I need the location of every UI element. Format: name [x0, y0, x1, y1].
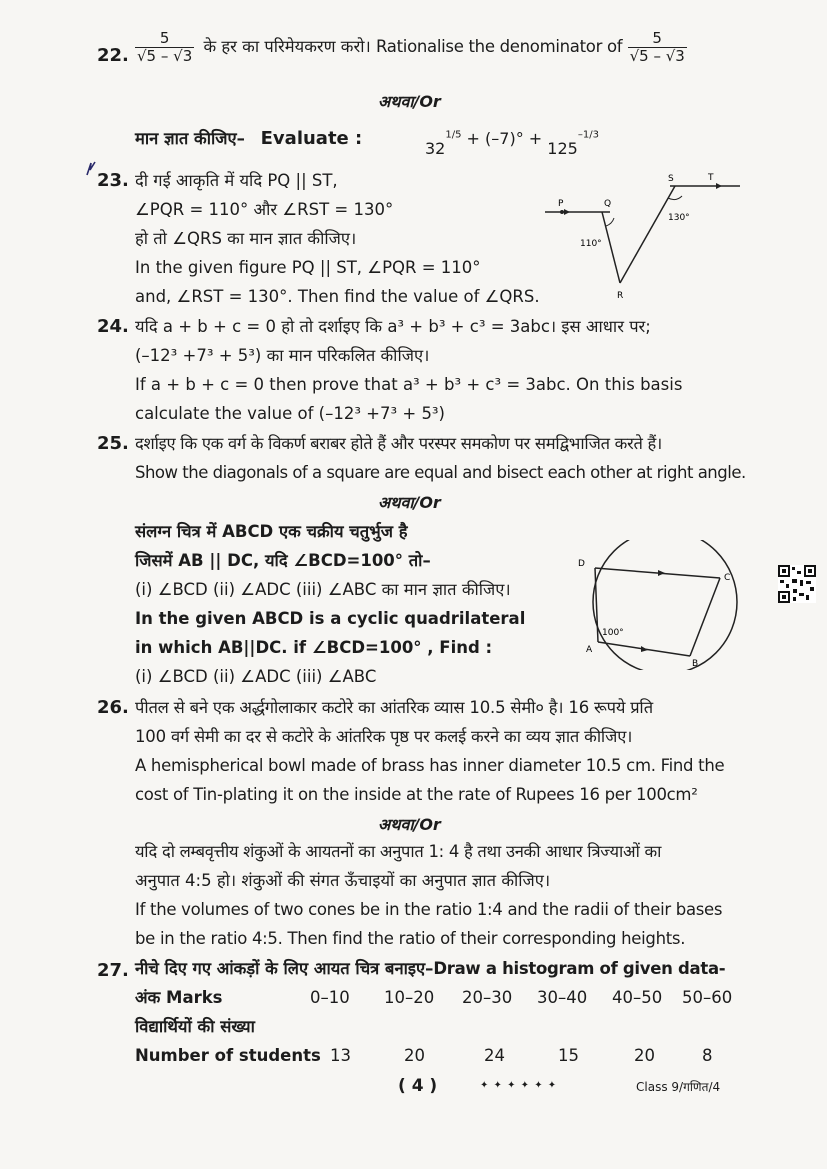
q22-fraction: $\frac{5}{√5 - √3}$	[137, 29, 193, 65]
q26-line-5: यदि दो लम्बवृत्तीय शंकुओं के आयतनों का अनुपात 1: 4 है तथा उनकी आधार त्रिज्याओं का	[135, 842, 662, 861]
count-cell: 20	[404, 1046, 425, 1065]
count-cell: 24	[484, 1046, 505, 1065]
q22-line	[135, 30, 687, 65]
range-cell: 0–10	[310, 988, 350, 1007]
count-cell: 13	[330, 1046, 351, 1065]
q23-line-5: and, ∠RST = 130°. Then find the value of ∠QRS.	[135, 287, 540, 306]
q25-number: 25.	[97, 433, 129, 454]
q27-instruction: नीचे दिए गए आंकड़ों के लिए आयत चित्र बनाइए–Draw a histogram of given data-	[135, 959, 726, 978]
range-cell: 40–50	[612, 988, 663, 1007]
q24-number: 24.	[97, 316, 129, 337]
line-rs	[620, 186, 675, 283]
label-a: A	[586, 645, 593, 655]
q27-number: 27.	[97, 960, 129, 981]
qr-code	[778, 565, 816, 603]
label-q: Q	[604, 199, 612, 209]
range-cell: 20–30	[462, 988, 513, 1007]
label-angle-100: 100°	[602, 628, 624, 638]
side-dc	[595, 568, 720, 578]
q27-students-label: Number of students	[135, 1046, 321, 1065]
q22-evaluate: मान ज्ञात कीजिए– Evaluate :	[135, 128, 363, 149]
q23-line-3: हो तो ∠QRS का मान ज्ञात कीजिए।	[135, 229, 357, 248]
label-t: T	[708, 173, 714, 183]
range-cell: 30–40	[537, 988, 588, 1007]
footer-stars: ✦ ✦ ✦ ✦ ✦ ✦	[480, 1080, 558, 1091]
circle	[593, 540, 737, 670]
q26-or: अथवा/Or	[378, 815, 441, 834]
q25-line-5: (i) ∠BCD (ii) ∠ADC (iii) ∠ABC का मान ज्ञात कीजिए।	[135, 580, 511, 599]
label-p: P	[558, 199, 564, 209]
q27-marks-label: अंक Marks	[135, 988, 223, 1007]
q23-line-1: दी गई आकृति में यदि PQ || ST,	[135, 171, 338, 190]
arc-130	[668, 196, 682, 200]
cyclic-quadrilateral-figure	[570, 540, 750, 670]
q26-line-8: be in the ratio 4:5. Then find the ratio of their corresponding heights.	[135, 929, 686, 948]
arrow-st	[716, 183, 722, 189]
count-cell: 20	[634, 1046, 655, 1065]
page-number: ( 4 )	[398, 1076, 438, 1096]
q22-expression: $32^{1/5} + (-7)^\circ + 125^{-1/3}$	[425, 129, 599, 158]
count-cell: 15	[558, 1046, 579, 1065]
q25-line-7: in which AB||DC. if ∠BCD=100° , Find :	[135, 638, 493, 657]
q24-line-3: If a + b + c = 0 then prove that a³ + b³ + c³ = 3abc. On this basis	[135, 375, 683, 394]
label-c: C	[724, 573, 731, 583]
q26-line-2: 100 वर्ग सेमी का दर से कटोरे के आंतरिक पृष्ठ पर कलई करने का व्यय ज्ञात कीजिए।	[135, 727, 633, 746]
q25-or: अथवा/Or	[378, 493, 441, 512]
q22-number: 22.	[97, 45, 129, 66]
q22-hindi: के हर का परिमेयकरण करो।	[203, 37, 371, 56]
q27-ranges-row	[0, 987, 827, 1011]
range-cell: 10–20	[384, 988, 435, 1007]
range-cell: 50–60	[682, 988, 733, 1007]
label-b: B	[692, 659, 699, 669]
count-cell: 8	[702, 1046, 713, 1065]
q22-or: अथवा/Or	[378, 92, 441, 111]
q24-line-4: calculate the value of (–12³ +7³ + 5³)	[135, 404, 445, 423]
pen-tick-mark	[84, 160, 98, 178]
arrow-dc	[658, 570, 665, 576]
label-s: S	[668, 174, 674, 184]
q26-line-1: पीतल से बने एक अर्द्धगोलाकार कटोरे का आंतरिक व्यास 10.5 सेमी० है। 16 रूपये प्रति	[135, 698, 653, 717]
q27-counts-row	[0, 1045, 827, 1069]
side-cb	[690, 578, 720, 656]
point-p	[560, 210, 564, 214]
q26-line-4: cost of Tin-plating it on the inside at the rate of Rupees 16 per 100cm²	[135, 785, 698, 804]
q25-line-1: दर्शाइए कि एक वर्ग के विकर्ण बराबर होते हैं और परस्पर समकोण पर समद्विभाजित करते हैं।	[135, 434, 662, 453]
q25-line-4: जिसमें AB || DC, यदि ∠BCD=100° तो–	[135, 551, 431, 570]
q23-number: 23.	[97, 170, 129, 191]
q27-students-hindi: विद्यार्थियों की संख्या	[135, 1017, 255, 1036]
q24-line-1: यदि a + b + c = 0 हो तो दर्शाइए कि a³ + b³ + c³ = 3abc। इस आधार पर;	[135, 317, 651, 336]
q26-line-3: A hemispherical bowl made of brass has inner diameter 10.5 cm. Find the	[135, 756, 725, 775]
q26-number: 26.	[97, 697, 129, 718]
q24-line-2: (–12³ +7³ + 5³) का मान परिकलित कीजिए।	[135, 346, 430, 365]
arc-110	[606, 218, 614, 226]
q26-line-7: If the volumes of two cones be in the ratio 1:4 and the radii of their bases	[135, 900, 723, 919]
label-angle-110: 110°	[580, 239, 602, 249]
parallel-lines-figure	[540, 168, 750, 303]
label-r: R	[617, 291, 624, 301]
label-d: D	[578, 559, 585, 569]
q25-line-8: (i) ∠BCD (ii) ∠ADC (iii) ∠ABC	[135, 667, 377, 686]
q26-line-6: अनुपात 4:5 हो। शंकुओं की संगत ऊँचाइयों का अनुपात ज्ञात कीजिए।	[135, 871, 551, 890]
q22-fraction-2: $\frac{5}{√5 - √3}$	[629, 29, 685, 65]
q23-line-2: ∠PQR = 110° और ∠RST = 130°	[135, 200, 394, 219]
q25-line-3: संलग्न चित्र में ABCD एक चक्रीय चतुर्भुज है	[135, 522, 408, 541]
q25-line-6: In the given ABCD is a cyclic quadrilateral	[135, 609, 526, 628]
q25-line-2: Show the diagonals of a square are equal and bisect each other at right angle.	[135, 463, 746, 482]
label-angle-130: 130°	[668, 213, 690, 223]
arrow-pq	[564, 209, 570, 215]
q23-line-4: In the given figure PQ || ST, ∠PQR = 110°	[135, 258, 481, 277]
q22-english: Rationalise the denominator of	[376, 37, 623, 56]
footer-class: Class 9/गणित/4	[636, 1080, 721, 1094]
